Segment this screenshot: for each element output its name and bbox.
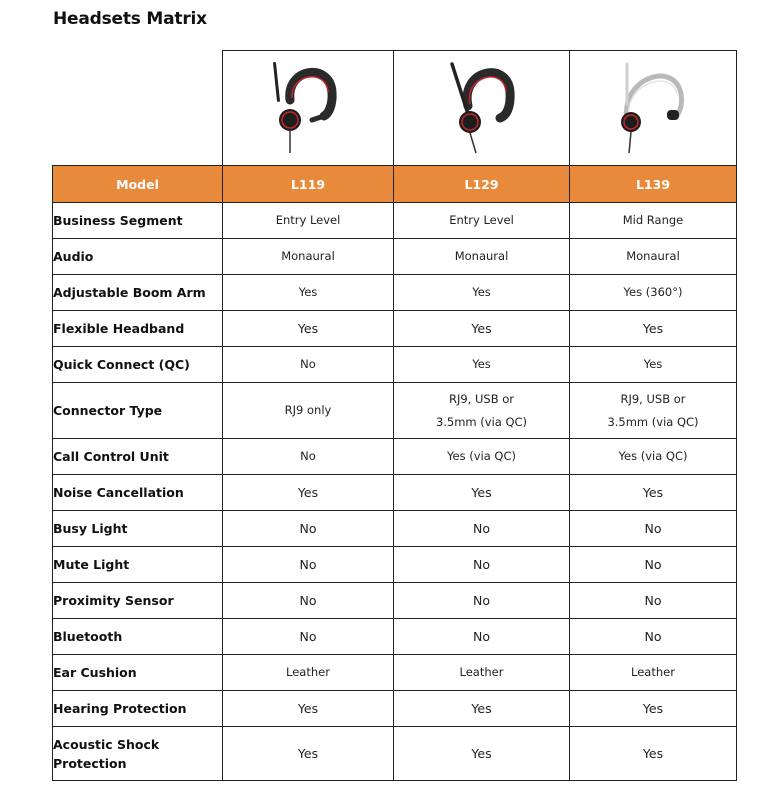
table-row: [53, 203, 737, 239]
table-cell: [394, 383, 570, 439]
table-cell: Yes: [570, 475, 737, 511]
table-row: [53, 239, 737, 275]
table-cell: Monaural: [223, 239, 394, 275]
cell-line: RJ9, USB or: [620, 391, 686, 406]
table-cell: No: [223, 511, 394, 547]
table-cell: No: [570, 511, 737, 547]
row-label-adjustable-boom-arm: Adjustable Boom Arm: [53, 275, 223, 311]
row-label-proximity-sensor: Proximity Sensor: [53, 583, 223, 619]
table-cell: Yes: [570, 727, 737, 781]
table-cell: Yes: [394, 347, 570, 383]
table-cell: [570, 383, 737, 439]
headsets-matrix-table: [52, 50, 737, 781]
table-cell: Monaural: [570, 239, 737, 275]
table-cell: Yes: [570, 691, 737, 727]
table-row: [53, 347, 737, 383]
table-row: [53, 619, 737, 655]
row-label-flexible-headband: Flexible Headband: [53, 311, 223, 347]
table-cell: Mid Range: [570, 203, 737, 239]
row-label-bluetooth: Bluetooth: [53, 619, 223, 655]
model-header-l129: L129: [394, 166, 570, 203]
model-header-row: [53, 166, 737, 203]
table-cell: No: [223, 347, 394, 383]
table-row: [53, 275, 737, 311]
row-label-connector-type: Connector Type: [53, 383, 223, 439]
row-label-audio: Audio: [53, 239, 223, 275]
table-cell: Yes: [570, 311, 737, 347]
table-cell: RJ9 only: [223, 383, 394, 439]
table-cell: Yes: [223, 727, 394, 781]
table-row: [53, 691, 737, 727]
table-cell: Yes: [394, 691, 570, 727]
model-header-l119: L119: [223, 166, 394, 203]
table-cell: No: [394, 619, 570, 655]
table-cell: Monaural: [394, 239, 570, 275]
table-cell: No: [570, 547, 737, 583]
row-label-busy-light: Busy Light: [53, 511, 223, 547]
table-cell: Yes: [394, 311, 570, 347]
cell-line: RJ9, USB or: [448, 391, 515, 406]
headset-image-l139: [570, 51, 737, 166]
table-cell: Yes: [394, 727, 570, 781]
table-row: [53, 439, 737, 475]
table-cell: No: [394, 511, 570, 547]
headset-silver-icon: [613, 58, 693, 158]
table-cell: No: [394, 547, 570, 583]
table-cell: Yes: [223, 691, 394, 727]
cell-line: 3.5mm (via QC): [435, 414, 528, 429]
table-cell: Leather: [394, 655, 570, 691]
table-cell: Yes: [394, 475, 570, 511]
blank-corner: [53, 51, 223, 166]
row-label-line: Acoustic Shock: [53, 736, 160, 752]
table-cell: Leather: [223, 655, 394, 691]
table-row: [53, 727, 737, 781]
table-row: [53, 475, 737, 511]
table-row: [53, 511, 737, 547]
table-cell: No: [570, 583, 737, 619]
row-label-call-control-unit: Call Control Unit: [53, 439, 223, 475]
table-cell: No: [570, 619, 737, 655]
table-row: [53, 583, 737, 619]
page-title: Headsets Matrix: [53, 9, 207, 29]
headset-black-icon: [442, 58, 522, 158]
row-label-business-segment: Business Segment: [53, 203, 223, 239]
table-cell: Yes: [223, 475, 394, 511]
model-header-label: Model: [53, 166, 223, 203]
row-label-acoustic-shock-protection: [53, 727, 223, 781]
table-cell: Yes (360°): [570, 275, 737, 311]
row-label-quick-connect: Quick Connect (QC): [53, 347, 223, 383]
table-row: [53, 655, 737, 691]
model-header-l139: L139: [570, 166, 737, 203]
table-row: [53, 547, 737, 583]
table-cell: Yes: [570, 347, 737, 383]
headset-black-icon: [268, 58, 348, 158]
table-cell: No: [394, 583, 570, 619]
headset-image-l119: [223, 51, 394, 166]
cell-line: 3.5mm (via QC): [607, 414, 699, 429]
row-label-ear-cushion: Ear Cushion: [53, 655, 223, 691]
row-label-mute-light: Mute Light: [53, 547, 223, 583]
table-cell: Yes: [223, 275, 394, 311]
table-cell: Yes (via QC): [394, 439, 570, 475]
table-row: [53, 311, 737, 347]
table-cell: Leather: [570, 655, 737, 691]
table-cell: No: [223, 547, 394, 583]
table-cell: Entry Level: [223, 203, 394, 239]
table-cell: No: [223, 583, 394, 619]
headset-image-l129: [394, 51, 570, 166]
row-label-hearing-protection: Hearing Protection: [53, 691, 223, 727]
row-label-line: Protection: [53, 755, 127, 771]
row-label-noise-cancellation: Noise Cancellation: [53, 475, 223, 511]
table-cell: Yes: [223, 311, 394, 347]
image-row: [53, 51, 737, 166]
table-cell: No: [223, 619, 394, 655]
table-cell: Yes (via QC): [570, 439, 737, 475]
table-cell: Yes: [394, 275, 570, 311]
table-row: [53, 383, 737, 439]
table-cell: Entry Level: [394, 203, 570, 239]
table-cell: No: [223, 439, 394, 475]
